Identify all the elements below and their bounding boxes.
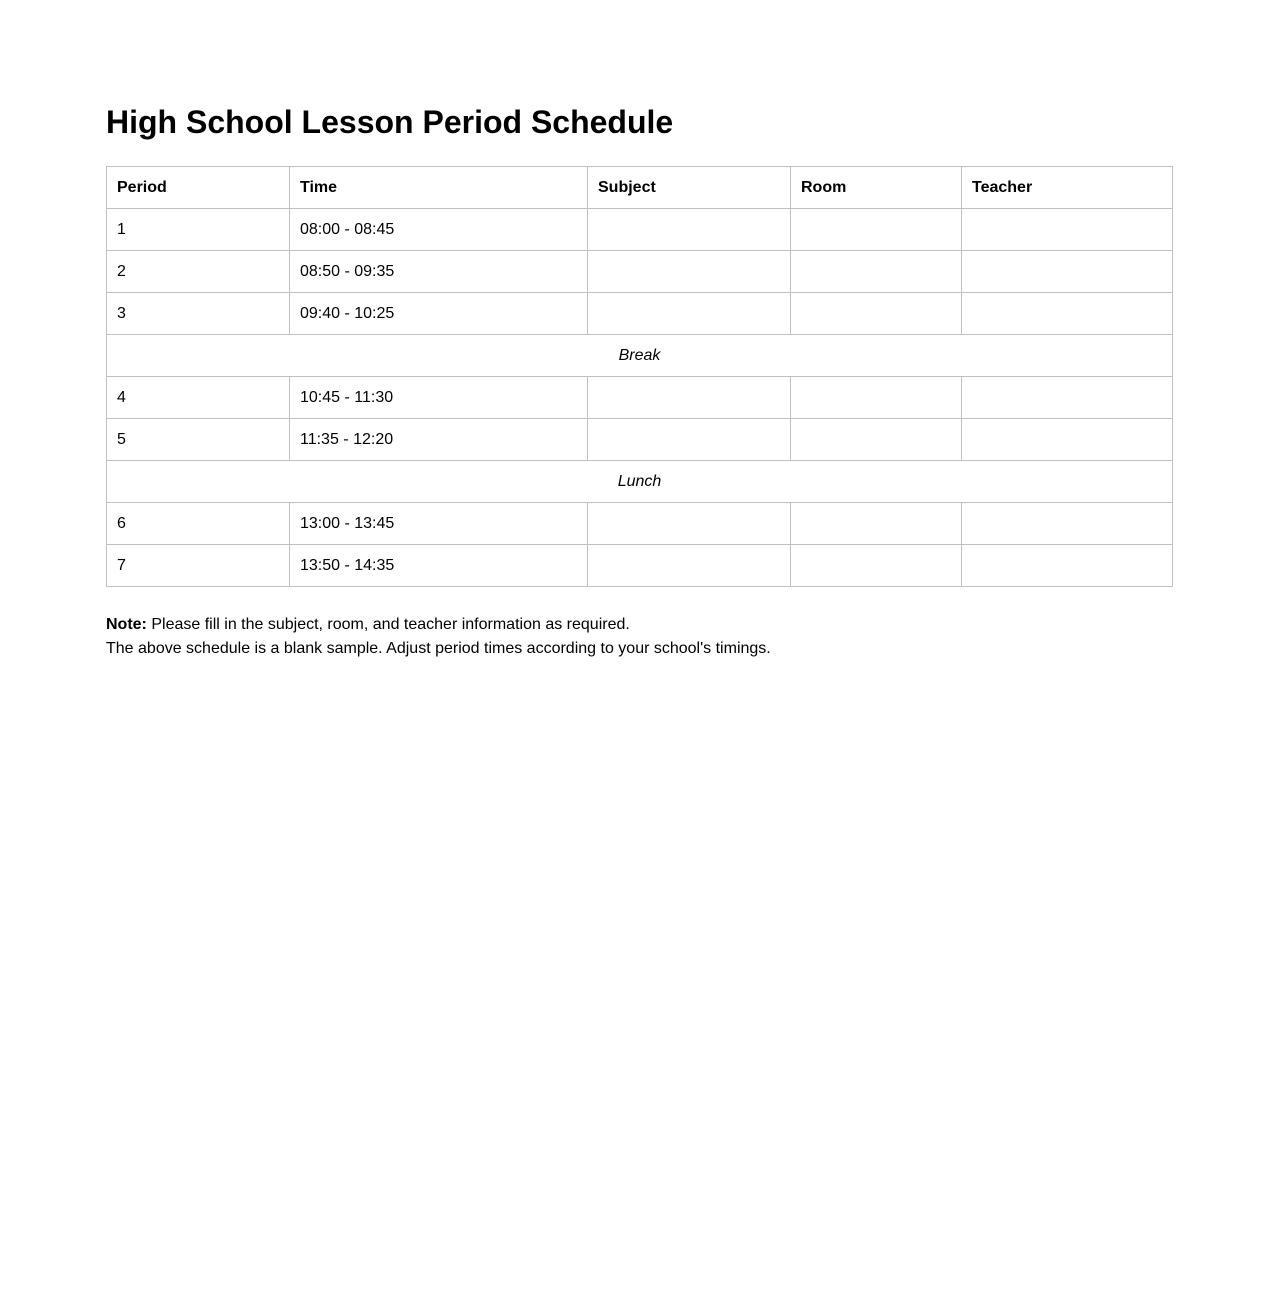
room-cell: [791, 377, 962, 419]
time-cell: 08:00 - 08:45: [290, 209, 588, 251]
teacher-cell: [962, 545, 1173, 587]
subject-cell: [588, 377, 791, 419]
period-cell: 7: [107, 545, 290, 587]
period-cell: 4: [107, 377, 290, 419]
subject-cell: [588, 419, 791, 461]
page-title: High School Lesson Period Schedule: [106, 104, 674, 140]
subject-cell: [588, 503, 791, 545]
time-cell: 11:35 - 12:20: [290, 419, 588, 461]
period-cell: 3: [107, 293, 290, 335]
teacher-cell: [962, 503, 1173, 545]
table-row: [107, 293, 1173, 335]
header-teacher: Teacher: [962, 167, 1173, 209]
time-cell: 08:50 - 09:35: [290, 251, 588, 293]
room-cell: [791, 503, 962, 545]
table-header-row: [107, 167, 1173, 209]
room-cell: [791, 419, 962, 461]
header-time: Time: [290, 167, 588, 209]
notes-section: [106, 613, 1172, 661]
break-row: [107, 335, 1173, 377]
header-subject: Subject: [588, 167, 791, 209]
teacher-cell: [962, 251, 1173, 293]
room-cell: [791, 209, 962, 251]
header-period: Period: [107, 167, 290, 209]
teacher-cell: [962, 209, 1173, 251]
note-text: Please fill in the subject, room, and teacher information as required.: [146, 616, 630, 633]
period-cell: 2: [107, 251, 290, 293]
time-cell: 13:50 - 14:35: [290, 545, 588, 587]
table-row: [107, 209, 1173, 251]
subject-cell: [588, 545, 791, 587]
page-content: [106, 100, 1172, 661]
period-cell: 6: [107, 503, 290, 545]
time-cell: 10:45 - 11:30: [290, 377, 588, 419]
room-cell: [791, 251, 962, 293]
schedule-table: [106, 166, 1173, 587]
time-cell: 09:40 - 10:25: [290, 293, 588, 335]
subject-cell: [588, 293, 791, 335]
note-label: Note:: [106, 616, 147, 633]
teacher-cell: [962, 419, 1173, 461]
table-row: [107, 545, 1173, 587]
room-cell: [791, 293, 962, 335]
note-line-2: The above schedule is a blank sample. Adjust period times according to your school's timings.: [106, 640, 771, 657]
time-cell: 13:00 - 13:45: [290, 503, 588, 545]
period-cell: 1: [107, 209, 290, 251]
period-cell: 5: [107, 419, 290, 461]
table-row: [107, 503, 1173, 545]
note-line-1: [106, 613, 1172, 637]
table-row: [107, 251, 1173, 293]
teacher-cell: [962, 293, 1173, 335]
table-row: [107, 419, 1173, 461]
subject-cell: [588, 251, 791, 293]
header-room: Room: [791, 167, 962, 209]
teacher-cell: [962, 377, 1173, 419]
lunch-row: [107, 461, 1173, 503]
lunch-label: Lunch: [107, 461, 1173, 503]
room-cell: [791, 545, 962, 587]
subject-cell: [588, 209, 791, 251]
table-row: [107, 377, 1173, 419]
break-label: Break: [107, 335, 1173, 377]
